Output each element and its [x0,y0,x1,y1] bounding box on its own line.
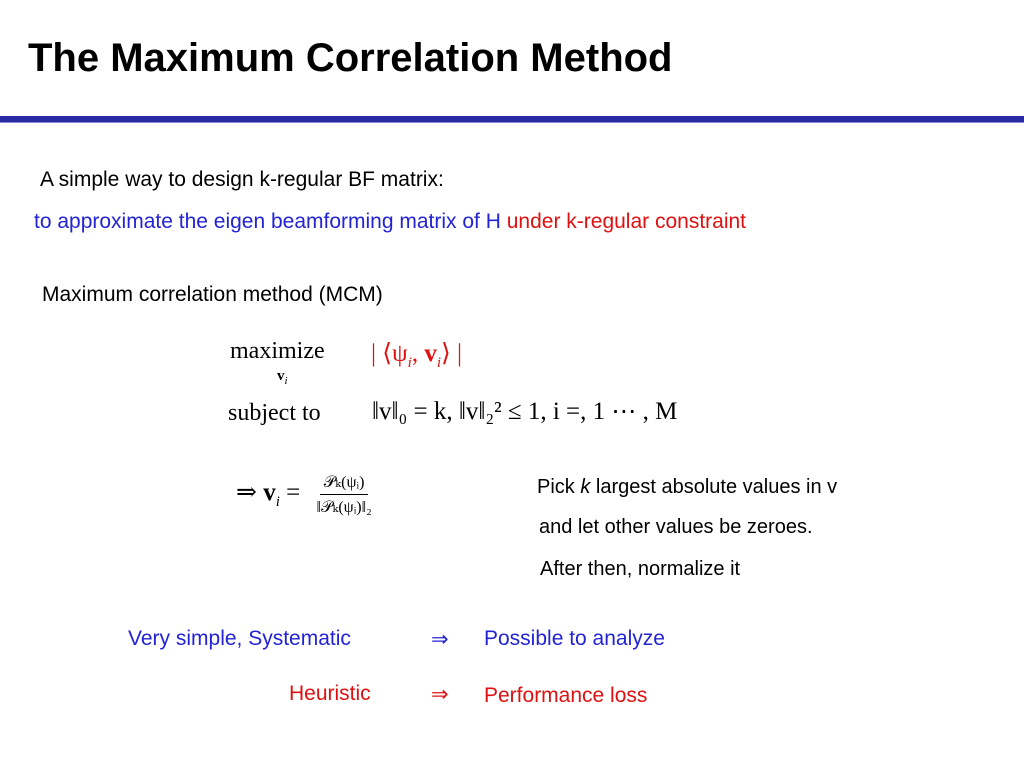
implies-symbol: ⇒ [236,479,257,507]
constraint-expression: ‖v‖₀ = k, ‖v‖₂² ≤ 1, i =, 1 ⋯ , M [372,398,678,425]
objective-sub: i [407,355,412,371]
goal-red: under k-regular constraint [506,210,747,233]
slide-title: The Maximum Correlation Method [28,36,673,80]
goal-blue: to approximate the eigen beamforming matrix of H [34,210,507,233]
objective-var-sub: i [436,355,442,371]
title-divider [0,116,1024,123]
note-pick-k: k [580,476,591,498]
intro-text: A simple way to design k-regular BF matrix: [40,168,444,191]
note-zeroes: and let other values be zeroes. [539,516,813,538]
maximize-sub: i [284,375,288,387]
objective-var: v [424,340,437,367]
objective-mid: , [411,340,425,367]
con-arrow: ⇒ [431,683,449,706]
solution-var: v [263,479,276,507]
subject-to-label: subject to [228,400,321,426]
maximize-variable [277,368,288,387]
fraction-denominator: ‖𝒫ₖ(ψᵢ)‖₂ [316,499,372,516]
solution-var-sub: i [275,494,280,511]
objective-expression [371,338,462,372]
solution-equals: = [286,479,301,507]
maximize-var: v [277,368,285,384]
pro-label: Very simple, Systematic [128,627,351,650]
objective-close: ⟩ | [441,340,463,367]
note-pick-prefix: Pick [537,476,581,498]
maximize-label: maximize [230,338,325,364]
objective-open: | ⟨ψ [371,340,408,367]
pro-result: Possible to analyze [484,627,665,650]
note-pick [537,476,837,499]
solution-fraction [312,472,375,517]
pro-arrow: ⇒ [431,628,449,651]
note-normalize: After then, normalize it [540,558,741,580]
goal-text [34,210,746,234]
fraction-numerator: 𝒫ₖ(ψᵢ) [320,472,369,495]
method-heading: Maximum correlation method (MCM) [42,283,383,306]
note-pick-rest: largest absolute values in v [590,476,838,498]
con-result: Performance loss [484,684,648,707]
solution-expression [236,472,376,517]
con-label: Heuristic [289,682,371,705]
